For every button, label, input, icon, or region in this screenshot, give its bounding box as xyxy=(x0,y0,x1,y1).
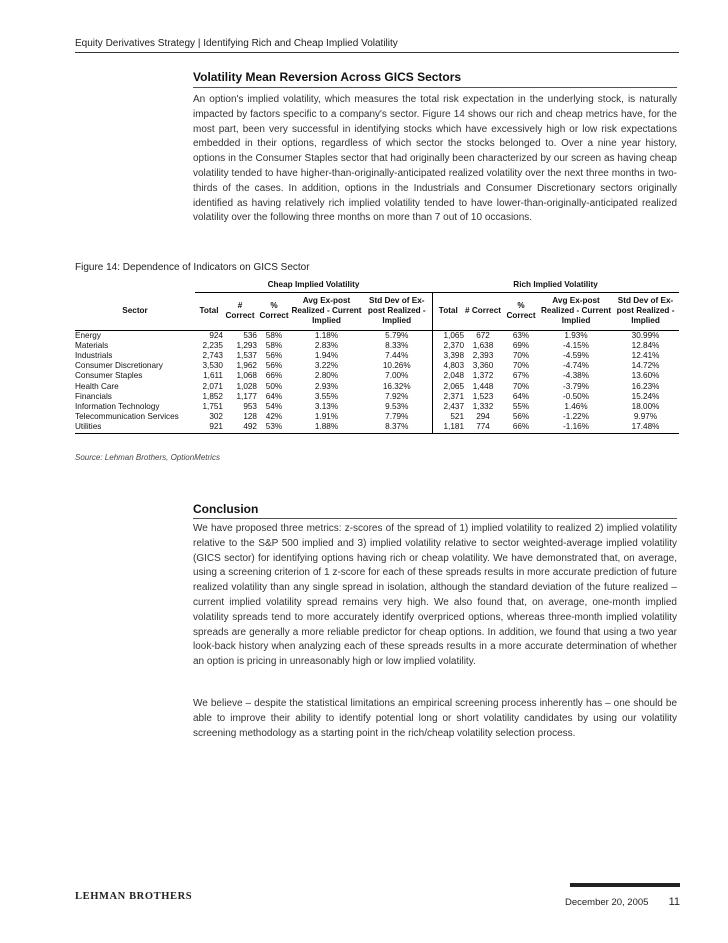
cell-cheap-total: 921 xyxy=(195,422,223,433)
table-row xyxy=(75,392,679,402)
cell-sector: Health Care xyxy=(75,381,119,391)
cell-cheap-avg-expost: 2.80% xyxy=(314,371,339,381)
col-header-cheap-avg-expost: Avg Ex-post Realized - Current Implied xyxy=(291,292,362,330)
figure-source: Source: Lehman Brothers, OptionMetrics xyxy=(75,453,220,462)
cell-rich-pct-correct: 69% xyxy=(512,340,530,350)
cell-rich-std-dev: 18.00% xyxy=(631,401,660,411)
col-header-cheap-pct-correct: % Correct xyxy=(257,292,291,330)
col-header-rich-avg-expost: Avg Ex-post Realized - Current Implied xyxy=(540,292,612,330)
cell-cheap-pct-correct: 42% xyxy=(265,412,283,422)
cell-cheap-num-correct: 1,177 xyxy=(236,391,257,401)
conclusion-title-rule xyxy=(193,518,677,519)
cell-rich-avg-expost: -0.50% xyxy=(563,391,589,401)
cell-cheap-total: 1,611 xyxy=(203,371,223,381)
section-title: Volatility Mean Reversion Across GICS Sectors xyxy=(193,70,462,84)
table-row xyxy=(75,402,679,412)
cell-rich-num-correct: 1,332 xyxy=(472,401,494,411)
cell-rich-total: 1,181 xyxy=(432,422,464,433)
cell-sector: Consumer Discretionary xyxy=(75,361,163,371)
col-header-rich-pct-correct: % Correct xyxy=(502,292,540,330)
cell-cheap-std-dev: 8.33% xyxy=(385,340,409,350)
cell-sector: Industrials xyxy=(75,350,113,360)
cell-cheap-std-dev: 7.92% xyxy=(385,391,409,401)
cell-cheap-avg-expost: 1.18% xyxy=(314,330,339,340)
cell-cheap-std-dev: 5.79% xyxy=(385,330,409,340)
cell-cheap-pct-correct: 58% xyxy=(265,340,283,350)
col-header-rich-total: Total xyxy=(432,292,464,330)
col-header-sector: Sector xyxy=(75,292,195,330)
table-row xyxy=(75,361,679,371)
figure-caption: Figure 14: Dependence of Indicators on GICS Sector xyxy=(75,262,310,273)
cell-sector: Energy xyxy=(75,330,101,340)
cell-cheap-pct-correct: 56% xyxy=(265,361,283,371)
table-row xyxy=(75,351,679,361)
cell-cheap-avg-expost: 2.83% xyxy=(314,340,339,350)
cell-cheap-total: 2,235 xyxy=(202,340,223,350)
cell-rich-std-dev: 14.72% xyxy=(631,361,660,371)
cell-cheap-avg-expost: 1.94% xyxy=(314,350,339,360)
cell-rich-pct-correct: 55% xyxy=(512,401,530,411)
cell-cheap-pct-correct: 64% xyxy=(265,391,283,401)
cell-cheap-pct-correct: 58% xyxy=(265,330,283,340)
table-row xyxy=(75,330,679,341)
cell-rich-pct-correct: 56% xyxy=(512,412,530,422)
cell-rich-avg-expost: 1.93% xyxy=(564,330,588,340)
cell-cheap-std-dev: 8.37% xyxy=(362,422,432,433)
cell-cheap-total: 3,530 xyxy=(202,361,223,371)
cell-rich-total: 2,371 xyxy=(432,392,464,402)
cell-rich-avg-expost: 1.46% xyxy=(564,401,588,411)
cell-cheap-std-dev: 16.32% xyxy=(382,381,411,391)
cell-cheap-avg-expost: 2.93% xyxy=(314,381,339,391)
cell-cheap-total: 302 xyxy=(209,412,223,422)
cell-cheap-total: 1,751 xyxy=(202,401,223,411)
cell-rich-num-correct: 1,372 xyxy=(472,371,494,381)
cell-cheap-num-correct: 536 xyxy=(243,330,257,340)
cell-rich-std-dev: 12.41% xyxy=(631,350,660,360)
cell-rich-total: 2,048 xyxy=(432,371,464,381)
cell-rich-num-correct: 294 xyxy=(476,412,490,422)
cell-rich-pct-correct: 67% xyxy=(512,371,530,381)
cell-cheap-avg-expost: 3.13% xyxy=(314,401,339,411)
table-row xyxy=(75,422,679,433)
conclusion-paragraph-2: We believe – despite the statistical limitations an empirical screening process inherently has – one should be able to improve their ability to identify potential long or short volatility candidates by using our volatility screening methodology as a starting point in the rich/cheap volatility selection process. xyxy=(193,698,677,739)
col-header-cheap-std-dev: Std Dev of Ex-post Realized - Implied xyxy=(362,292,432,330)
cell-cheap-pct-correct: 54% xyxy=(265,401,283,411)
cell-sector: Consumer Staples xyxy=(75,371,143,381)
cell-cheap-num-correct: 1,068 xyxy=(236,371,257,381)
cell-cheap-std-dev: 9.53% xyxy=(385,401,409,411)
cell-rich-num-correct: 1,448 xyxy=(472,381,494,391)
gics-sector-table xyxy=(75,278,679,434)
cell-rich-pct-correct: 70% xyxy=(512,361,530,371)
cell-rich-avg-expost: -3.79% xyxy=(563,381,589,391)
cell-cheap-total: 2,743 xyxy=(202,350,223,360)
page-number: 11 xyxy=(668,896,680,908)
cell-cheap-total: 2,071 xyxy=(202,381,223,391)
cell-rich-avg-expost: -1.16% xyxy=(540,422,612,433)
cell-cheap-avg-expost: 3.22% xyxy=(314,361,339,371)
header-rule xyxy=(75,52,679,53)
cheap-group-header: Cheap Implied Volatility xyxy=(195,278,432,292)
cell-cheap-avg-expost: 3.55% xyxy=(314,391,339,401)
cell-rich-num-correct: 774 xyxy=(464,422,502,433)
section-title-rule xyxy=(193,87,677,88)
cell-rich-avg-expost: -4.59% xyxy=(563,350,589,360)
cell-sector: Financials xyxy=(75,391,112,401)
cell-sector: Telecommunication Services xyxy=(75,412,179,422)
cell-cheap-std-dev: 7.00% xyxy=(385,371,409,381)
lehman-brothers-logo: LEHMAN BROTHERS xyxy=(75,891,193,902)
cell-rich-avg-expost: -4.15% xyxy=(563,340,589,350)
cell-rich-total: 1,065 xyxy=(432,330,464,341)
cell-rich-std-dev: 12.84% xyxy=(631,340,660,350)
cell-cheap-num-correct: 128 xyxy=(243,412,257,422)
cell-cheap-pct-correct: 53% xyxy=(257,422,291,433)
cell-cheap-num-correct: 492 xyxy=(223,422,257,433)
cell-rich-std-dev: 16.23% xyxy=(631,381,660,391)
cell-rich-std-dev: 9.97% xyxy=(633,412,658,422)
cell-cheap-total: 924 xyxy=(209,330,223,340)
section-paragraph: An option's implied volatility, which measures the total risk expectation in the underlying stock, is naturally impacted by factors specific to a company's sector. Figure 14 shows our rich and cheap metrics have, for the most part, been very successful in identifying stocks which have excessively high or low risk expectations embedded in their options, regardless of which sector the stocks belonged to. Over a nine year history, options in the Consumer Staples sector that had originally been characterized by our screen as having cheap volatility tended to have higher-than-originally-anticipated realized volatility over the next three months in two-thirds of the cases. In addition, options in the Industrials and Consumer Discretionary sectors originally identified as having relatively rich implied volatility tended to have lower-than-originally-anticipated realized volatility over the following three months on more than 7 out of 10 occasions. xyxy=(193,94,677,224)
table-row xyxy=(75,341,679,351)
cell-cheap-std-dev: 7.44% xyxy=(385,350,409,360)
cell-rich-num-correct: 2,393 xyxy=(472,350,494,360)
cell-rich-total: 3,398 xyxy=(432,351,464,361)
cell-cheap-total: 1,852 xyxy=(202,391,223,401)
conclusion-title: Conclusion xyxy=(193,502,259,516)
footer-rule xyxy=(570,883,680,887)
cell-rich-avg-expost: -4.74% xyxy=(563,361,589,371)
cell-rich-pct-correct: 70% xyxy=(512,381,530,391)
cell-rich-std-dev: 30.99% xyxy=(631,330,660,340)
table-row xyxy=(75,371,679,381)
cell-rich-std-dev: 15.24% xyxy=(631,391,660,401)
cell-cheap-num-correct: 1,293 xyxy=(236,340,257,350)
cell-cheap-num-correct: 1,028 xyxy=(236,381,257,391)
cell-rich-avg-expost: -4.38% xyxy=(563,371,589,381)
cell-rich-num-correct: 672 xyxy=(476,330,490,340)
footer-date: December 20, 2005 xyxy=(565,897,649,908)
cell-sector: Utilities xyxy=(75,422,195,433)
cell-cheap-num-correct: 953 xyxy=(243,401,257,411)
cell-rich-std-dev: 13.60% xyxy=(631,371,660,381)
cell-rich-pct-correct: 70% xyxy=(512,350,530,360)
cell-rich-total: 4,803 xyxy=(432,361,464,371)
cell-cheap-avg-expost: 1.88% xyxy=(291,422,362,433)
cell-rich-num-correct: 3,360 xyxy=(472,361,494,371)
cell-rich-num-correct: 1,638 xyxy=(472,340,494,350)
col-header-rich-num-correct: # Correct xyxy=(464,292,502,330)
cell-cheap-pct-correct: 56% xyxy=(265,350,283,360)
cell-sector: Information Technology xyxy=(75,401,160,411)
cell-sector: Materials xyxy=(75,340,109,350)
col-header-rich-std-dev: Std Dev of Ex-post Realized - Implied xyxy=(612,292,679,330)
table-row xyxy=(75,412,679,422)
cell-rich-std-dev: 17.48% xyxy=(612,422,679,433)
cell-rich-pct-correct: 66% xyxy=(502,422,540,433)
cell-cheap-std-dev: 10.26% xyxy=(382,361,411,371)
table-row xyxy=(75,382,679,392)
cell-cheap-num-correct: 1,537 xyxy=(236,350,257,360)
rich-group-header: Rich Implied Volatility xyxy=(432,278,679,292)
cell-rich-total: 521 xyxy=(432,412,464,422)
cell-cheap-avg-expost: 1.91% xyxy=(314,412,339,422)
cell-rich-total: 2,370 xyxy=(432,341,464,351)
cell-cheap-std-dev: 7.79% xyxy=(385,412,409,422)
cell-rich-pct-correct: 63% xyxy=(512,330,530,340)
table-body xyxy=(75,330,679,433)
cell-rich-pct-correct: 64% xyxy=(512,391,530,401)
cell-rich-num-correct: 1,523 xyxy=(472,391,494,401)
cell-cheap-num-correct: 1,962 xyxy=(236,361,257,371)
cell-rich-total: 2,065 xyxy=(432,382,464,392)
cell-rich-avg-expost: -1.22% xyxy=(563,412,589,422)
conclusion-paragraph-1: We have proposed three metrics: z-scores of the spread of 1) implied volatility to realized 2) implied volatility relative to the S&P 500 implied and 3) implied volatility relative to sector weighted-average implied volatility (GICS sector) for identifying options having rich or cheap volatility. We have demonstrated that, on average, using a screening criterion of 1 z-score for each of these spreads results in more accurate prediction of future realized volatility than any single spread in isolation, although the standard deviation of the future realized – current implied volatility spread remains very high. We also found that, on average, one-month implied volatility spreads tend to more accurately identify overpriced options, whereas three-month implied volatility spreads are generally a more reliable predictor for cheap options. In addition, we found that using a two year look-back history when analyzing each of these spreads results in a more accurate determination of whether an option is pricing in unreasonably high or low implied volatility. xyxy=(193,523,677,668)
running-header: Equity Derivatives Strategy | Identifying Rich and Cheap Implied Volatility xyxy=(75,38,398,49)
col-header-cheap-total: Total xyxy=(195,292,223,330)
cell-cheap-pct-correct: 50% xyxy=(265,381,283,391)
cell-cheap-pct-correct: 66% xyxy=(265,371,283,381)
col-header-cheap-num-correct: # Correct xyxy=(223,292,257,330)
cell-rich-total: 2,437 xyxy=(432,402,464,412)
